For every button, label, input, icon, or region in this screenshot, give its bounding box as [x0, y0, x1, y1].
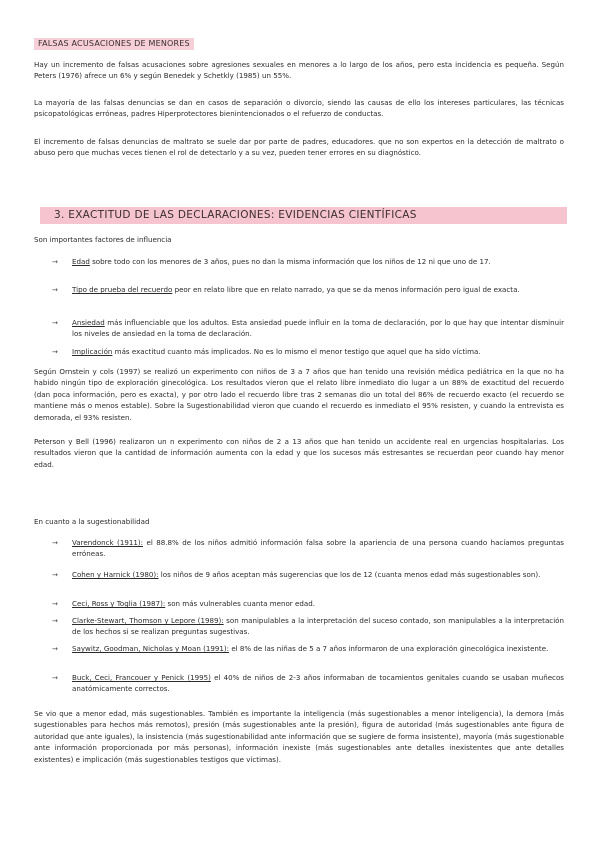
study-citation: Varendonck (1911):	[72, 538, 144, 547]
list-item-clarke-stewart	[52, 615, 564, 638]
section-heading-falsas-acusaciones: FALSAS ACUSACIONES DE MENORES	[34, 38, 194, 50]
factor-text: sobre todo con los menores de 3 años, pues no dan la misma información que los niños de 12 ni que uno de 17.	[89, 257, 491, 266]
arrow-bullet-icon: →	[52, 318, 58, 327]
arrow-bullet-icon: →	[52, 570, 58, 579]
arrow-bullet-icon: →	[52, 644, 58, 653]
paragraph-maltrato: El incremento de falsas denuncias de maltrato se suele dar por parte de padres, educadores. que no son expertos en la detección de maltrato o abuso pero que muchas veces tienen el rol de detectarlo y a su vez, pueden tener errores en su diagnóstico.	[34, 137, 564, 158]
list-item-ceci-ross-toglia	[52, 598, 564, 609]
study-citation: Cohen y Harnick (1980):	[72, 570, 159, 579]
study-text: el 88.8% de los niños admitió información falsa sobre la apariencia de una persona cuando hacíamos preguntas erróneas.	[72, 538, 564, 559]
paragraph-factores-intro: Son importantes factores de influencia	[34, 235, 172, 244]
section-heading-exactitud: 3. EXACTITUD DE LAS DECLARACIONES: EVIDENCIAS CIENTÍFICAS	[40, 207, 567, 224]
list-item-tipo-prueba	[52, 284, 564, 295]
study-citation: Saywitz, Goodman, Nicholas y Moan (1991):	[72, 644, 230, 653]
arrow-bullet-icon: →	[52, 285, 58, 294]
study-text: el 40% de niños de 2-3 años informaban de tocamientos genitales cuando se usaban muñecos anatómicamente correctos.	[72, 673, 564, 694]
study-text: son más vulnerables cuanta menor edad.	[165, 599, 315, 608]
arrow-bullet-icon: →	[52, 538, 58, 547]
list-item-implicacion	[52, 346, 564, 357]
paragraph-ornstein: Según Ornstein y cols (1997) se realizó un experimento con niños de 3 a 7 años que han tenido una revisión médica pediátrica en la que no ha habido ningún tipo de exploración ginecológica. Los resultados vieron que el relato libre inmediato dio lugar a un 88% de exactitud del recuerdo (dan poca información, pero es exacta), y por otro lado el recuerdo libre tras 2 semanas dio un total del 86% de recuerdo exacto (el recuerdo se mantiene más o menos estable). Sobre la Sugestionabilidad vieron que cuando el recuerdo es inmediato el 95% resisten, y cuando la entrevista es demorada, el 93% resisten.	[34, 367, 564, 422]
list-item-saywitz	[52, 643, 564, 654]
factor-term: Implicación	[72, 347, 113, 356]
arrow-bullet-icon: →	[52, 673, 58, 682]
study-citation: Buck, Ceci, Francouer y Penick (1995)	[72, 673, 211, 682]
list-item-buck-ceci	[52, 672, 564, 695]
list-item-varendonck	[52, 537, 564, 560]
paragraph-falsas-denuncias: La mayoría de las falsas denuncias se dan en casos de separación o divorcio, siendo las causas de ello los intereses particulares, las técnicas psicopatológicas erróneas, padres Hiperprotectores bienintencionados o el refuerzo de conductas.	[34, 98, 564, 119]
arrow-bullet-icon: →	[52, 599, 58, 608]
factor-term: Tipo de prueba del recuerdo	[72, 285, 173, 294]
factor-term: Ansiedad	[72, 318, 105, 327]
list-item-edad	[52, 256, 564, 267]
paragraph-sugestionabilidad-intro: En cuanto a la sugestionabilidad	[34, 517, 150, 526]
arrow-bullet-icon: →	[52, 616, 58, 625]
factor-term: Edad	[72, 257, 90, 266]
list-item-cohen-harnick	[52, 569, 564, 580]
arrow-bullet-icon: →	[52, 347, 58, 356]
factor-text: peor en relato libre que en relato narrado, ya que se da menos información pero igual de exacta.	[172, 285, 520, 294]
paragraph-conclusion-sugestionabilidad: Se vio que a menor edad, más sugestionables. También es importante la inteligencia (más sugestionables a menor inteligencia), la demora (más sugestionables para hechos más remotos), presión (más sugestionables ante la presión), figura de autoridad (más sugestionables ante figura de autoridad que ante iguales), la insistencia (más sugestionabilidad ante información que se sugiere de forma insistente), mayoría (más sugestionable ante información proporcionada por más personas), información inexiste (más sugestionables ante detalles inexistentes que ante detalles existentes) e implicación (más sugestionables testigos que víctimas).	[34, 709, 564, 764]
paragraph-incidencia: Hay un incremento de falsas acusaciones sobre agresiones sexuales en menores a lo largo de los años, pero esta incidencia es pequeña. Según Peters (1976) afrece un 6% y según Benedek y Schetkly (1985) un 55%.	[34, 60, 564, 81]
arrow-bullet-icon: →	[52, 257, 58, 266]
study-citation: Clarke-Stewart, Thomson y Lepore (1989):	[72, 616, 224, 625]
factor-text: más influenciable que los adultos. Esta ansiedad puede influir en la toma de declaración, por lo que hay que intentar disminuir los niveles de ansiedad en la toma de declaración.	[72, 318, 564, 339]
study-citation: Ceci, Ross y Toglia (1987):	[72, 599, 166, 608]
study-text: el 8% de las niñas de 5 a 7 años informaron de una exploración ginecológica inexistente.	[229, 644, 549, 653]
study-text: los niños de 9 años aceptan más sugerencias que los de 12 (cuanta menos edad más sugestionables son).	[158, 570, 541, 579]
study-text: son manipulables a la interpretación del suceso contado, son manipulables a la interpretación de los hechos si se realizan preguntas sugestivas.	[72, 616, 564, 637]
factor-text: más exactitud cuanto más implicados. No es lo mismo el menor testigo que aquel que ha sido víctima.	[112, 347, 481, 356]
list-item-ansiedad	[52, 317, 564, 340]
paragraph-peterson-bell: Peterson y Bell (1996) realizaron un n experimento con niños de 2 a 13 años que han tenido un accidente real en urgencias hospitalarias. Los resultados vieron que la cantidad de información aumenta con la edad y que los sucesos más estresantes se recuerdan peor cuando hay menor edad.	[34, 437, 564, 469]
